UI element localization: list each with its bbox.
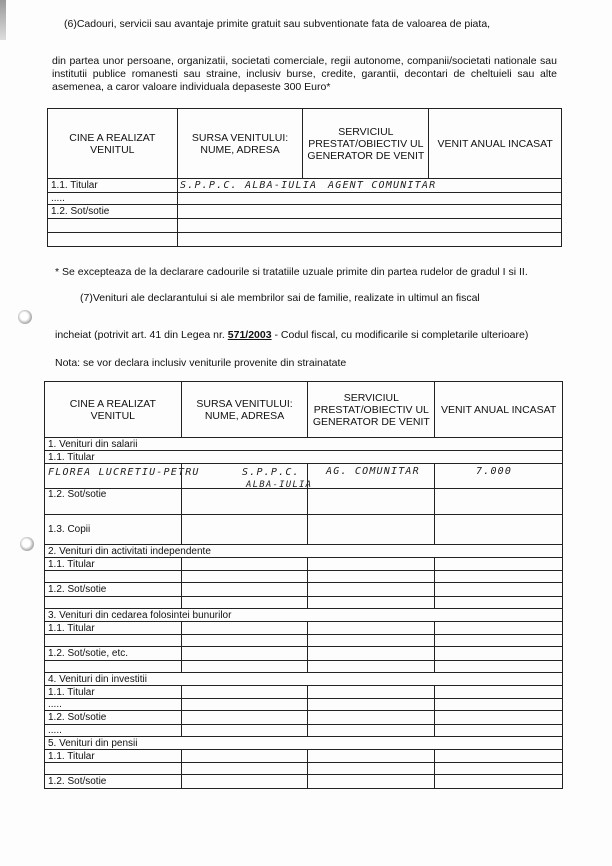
col-header-source: SURSA VENITULUI: NUME, ADRESA (177, 109, 303, 179)
section-7-heading: (7)Venituri ale declarantului si ale membrilor sai de familie, realizate in ultimul an fiscal (80, 292, 480, 304)
punch-hole (20, 537, 34, 551)
section-row: 2. Venituri din activitati independente (45, 545, 563, 558)
row-label: 1.2. Sot/sotie, etc. (45, 647, 182, 661)
row-label: 1.1. Titular (45, 622, 182, 635)
col-header-service: SERVICIUL PRESTAT/OBIECTIV UL GENERATOR DE VENIT (303, 109, 429, 179)
row-label: 1.2. Sot/sotie (45, 583, 182, 597)
col-header-who: CINE A REALIZAT VENITUL (45, 382, 182, 438)
section-6-heading: (6)Cadouri, servicii sau avantaje primite gratuit sau subventionate fata de valoarea de piata, (64, 18, 491, 30)
row-label: 1.1. Titular (45, 451, 563, 464)
handwritten-name: FLOREA LUCRETIU-PETRU (48, 467, 200, 478)
col-header-who: CINE A REALIZAT VENITUL (48, 109, 178, 179)
section-6-body: din partea unor persoane, organizatii, societati comerciale, regii autonome, companii/societati nationale sau institutii publice romanesti sau straine, inclusiv burse, credite, garantii, decontari de cheltuieli sau alte asemenea, a caror valoare individuala depaseste 300 Euro* (52, 55, 557, 93)
section-row: 3. Venituri din cedarea folosintei bunurilor (45, 609, 563, 622)
row-label: 1.1. Titular (45, 750, 182, 763)
law-reference: 571/2003 (227, 329, 272, 341)
section-6-table (47, 108, 562, 247)
row-label: 1.3. Copii (45, 515, 182, 545)
section-6-footnote: * Se excepteaza de la declarare cadourile si tratatiile uzuale primite din partea rudelor de gradul I si II. (55, 266, 528, 278)
row-label: 1.2. Sot/sotie (48, 205, 178, 219)
section-row: 1. Venituri din salarii (45, 438, 563, 451)
handwritten-service: AGENT COMUNITAR (328, 180, 437, 191)
row-label: 1.1. Titular (48, 179, 178, 193)
section-7-body: incheiat (potrivit art. 41 din Legea nr. 571/2003 - Codul fiscal, cu modificarile si completarile ulterioare) (55, 329, 529, 341)
section-7-table (44, 381, 563, 789)
row-label (48, 233, 178, 247)
col-header-income: VENIT ANUAL INCASAT (429, 109, 562, 179)
row-label: 1.2. Sot/sotie (45, 711, 182, 725)
handwritten-source-city: ALBA-IULIA (246, 480, 313, 490)
handwritten-service: AG. COMUNITAR (326, 466, 420, 477)
row-label: ..... (48, 193, 178, 205)
row-label: 1.2. Sot/sotie (45, 489, 182, 515)
scan-edge-mark (0, 0, 6, 40)
section-row: 4. Venituri din investitii (45, 673, 563, 686)
row-label: ..... (45, 725, 182, 737)
col-header-source: SURSA VENITULUI: NUME, ADRESA (181, 382, 308, 438)
handwritten-amount: 7.000 (476, 466, 513, 477)
section-row: 5. Venituri din pensii (45, 737, 563, 750)
handwritten-source: S.P.P.C. ALBA-IULIA (180, 180, 318, 191)
row-label: 1.1. Titular (45, 558, 182, 571)
handwritten-source: S.P.P.C. (242, 467, 300, 478)
section-7-note: Nota: se vor declara inclusiv veniturile provenite din strainatate (55, 357, 347, 369)
col-header-service: SERVICIUL PRESTAT/OBIECTIV UL GENERATOR DE VENIT (308, 382, 435, 438)
row-label: 1.2. Sot/sotie (45, 775, 182, 789)
row-label: ..... (45, 699, 182, 711)
punch-hole (18, 310, 32, 324)
col-header-income: VENIT ANUAL INCASAT (435, 382, 563, 438)
row-label: 1.1. Titular (45, 686, 182, 699)
row-label (48, 219, 178, 233)
